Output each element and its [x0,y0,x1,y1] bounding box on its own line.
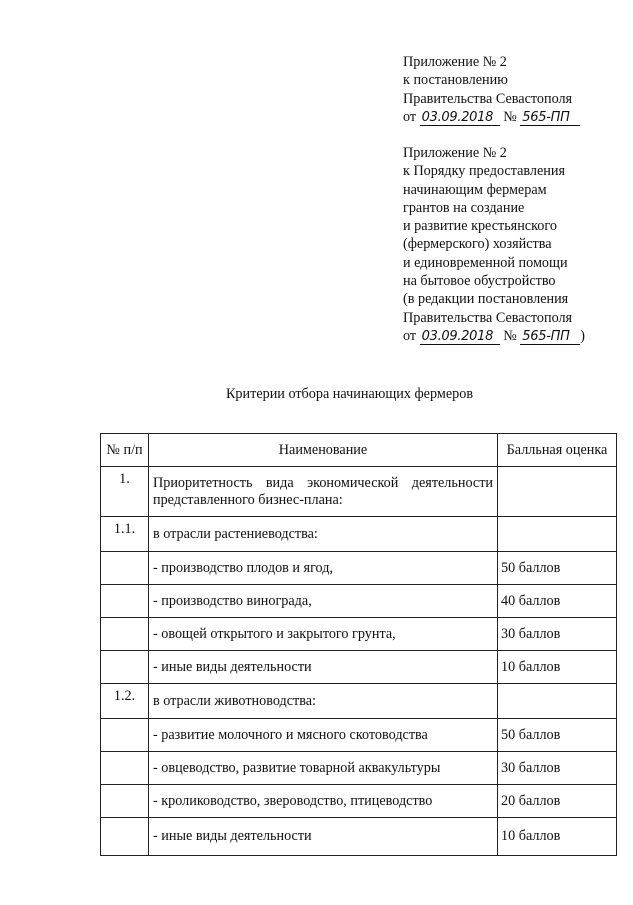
row-score: 50 баллов [498,552,617,585]
row-score [498,684,617,719]
date-number-line [403,108,580,126]
number-label: № [503,108,517,125]
procedure-line: к Порядку предоставления [403,163,565,180]
row-name: - развитие молочного и мясного скотоводства [149,719,498,752]
number-label: № [503,327,517,344]
row-score: 50 баллов [498,719,617,752]
row-score: 30 баллов [498,618,617,651]
row-score: 20 баллов [498,785,617,818]
handwritten-date: 03.09.2018 [420,111,500,126]
row-score: 30 баллов [498,752,617,785]
handwritten-number: 565-ПП [520,330,580,345]
table-row [101,785,617,818]
row-name: - производство плодов и ягод, [149,552,498,585]
row-name: Приоритетность вида экономической деятельности представленного бизнес-плана: [149,467,498,517]
procedure-line: (фермерского) хозяйства [403,236,552,253]
procedure-line: Приложение № 2 [403,145,507,161]
procedure-line: (в редакции постановления [403,291,569,308]
table-row [101,752,617,785]
procedure-line: начинающим фермерам [403,181,547,198]
appendix-header-decree [403,53,580,126]
procedure-line: и развитие крестьянского [403,218,557,235]
row-name: - овцеводство, развитие товарной аквакультуры [149,752,498,785]
criteria-table [100,433,617,856]
row-name: - кролиководство, звероводство, птицеводство [149,785,498,818]
table-row [101,618,617,651]
table-header-row [101,434,617,467]
procedure-line: грантов на создание [403,199,525,216]
row-score: 40 баллов [498,585,617,618]
row-score [498,467,617,517]
column-header-score: Балльная оценка [498,434,617,467]
row-number [101,785,149,818]
row-number [101,618,149,651]
row-name: - производство винограда, [149,585,498,618]
row-number [101,719,149,752]
from-label: от [403,108,417,125]
table-row [101,552,617,585]
handwritten-date: 03.09.2018 [420,330,500,345]
row-name: - иные виды деятельности [149,818,498,856]
column-header-number: № п/п [101,434,149,467]
row-number: 1.2. [101,684,149,719]
row-number [101,552,149,585]
row-name: - овощей открытого и закрытого грунта, [149,618,498,651]
from-label: от [403,327,417,344]
table-row [101,585,617,618]
row-number [101,752,149,785]
row-name: в отрасли животноводства: [149,684,498,719]
row-number: 1.1. [101,517,149,552]
table-row [101,684,617,719]
appendix-label: Приложение № 2 [403,54,507,70]
row-number [101,585,149,618]
procedure-line: Правительства Севастополя [403,309,573,326]
table-row [101,719,617,752]
table-row [101,467,617,517]
row-score [498,517,617,552]
row-number [101,818,149,856]
table-row [101,651,617,684]
row-name: в отрасли растениеводства: [149,517,498,552]
procedure-line: на бытовое обустройство [403,273,556,290]
row-score: 10 баллов [498,651,617,684]
table-row [101,517,617,552]
row-name: - иные виды деятельности [149,651,498,684]
document-title: Критерии отбора начинающих фермеров [225,386,474,402]
row-number [101,651,149,684]
row-score: 10 баллов [498,818,617,856]
row-number: 1. [101,467,149,517]
government-name: Правительства Севастополя [403,90,573,107]
table-row [101,818,617,856]
closing-paren: ) [580,327,586,344]
date-number-line [403,327,585,345]
appendix-header-procedure [403,144,585,345]
decree-ref: к постановлению [403,72,508,89]
procedure-line: и единовременной помощи [403,254,568,271]
handwritten-number: 565-ПП [520,111,580,126]
column-header-name: Наименование [149,434,498,467]
